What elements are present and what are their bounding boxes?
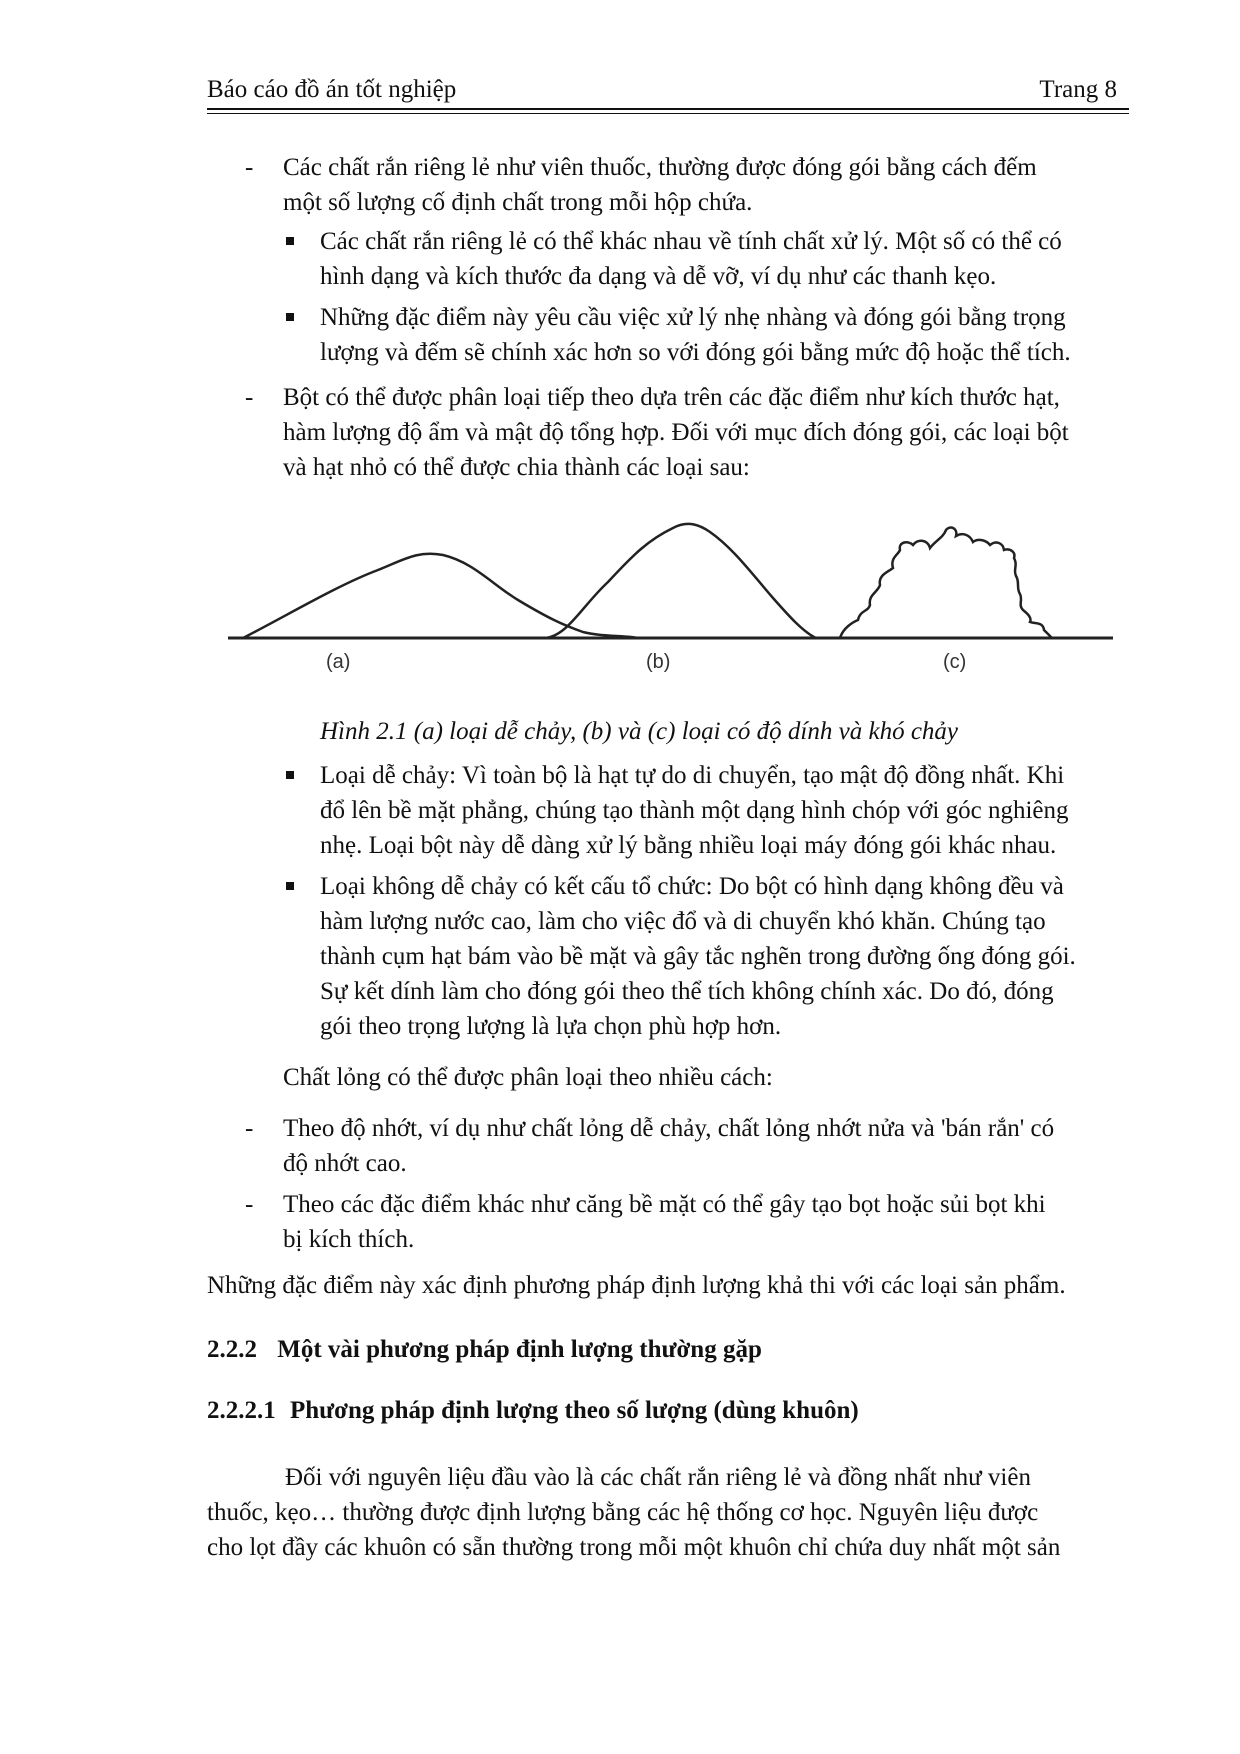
- square-bullet-icon: [286, 237, 294, 245]
- text-line: lượng và đếm sẽ chính xác hơn so với đóng gói bằng mức độ hoặc thể tích.: [320, 339, 1071, 366]
- dash-item-viscosity: [283, 1111, 1128, 1181]
- dash-item-solid-pieces: [283, 150, 1128, 220]
- bullet-non-free-flowing: [320, 869, 1128, 1044]
- text-line: cho lọt đầy các khuôn có sẵn thường trong mỗi một khuôn chỉ chứa duy nhất một sản: [207, 1534, 1061, 1561]
- section-number: 2.2.2: [207, 1336, 257, 1363]
- text-line: một số lượng cố định chất trong mỗi hộp chứa.: [283, 189, 753, 216]
- cohesive-heap-c: [840, 528, 1052, 638]
- liquid-intro: Chất lỏng có thể được phân loại theo nhiều cách:: [283, 1064, 773, 1091]
- cohesive-heap-b: [546, 524, 816, 638]
- text-line: hàm lượng độ ẩm và mật độ tổng hợp. Đối với mục đích đóng gói, các loại bột: [283, 419, 1069, 446]
- header-rule-thick: [207, 108, 1129, 110]
- dash-marker: -: [245, 154, 254, 181]
- text-line: Đối với nguyên liệu đầu vào là các chất rắn riêng lẻ và đồng nhất như viên: [285, 1464, 1031, 1491]
- text-line: và hạt nhỏ có thể được chia thành các loại sau:: [283, 454, 750, 481]
- section-title: Một vài phương pháp định lượng thường gặp: [277, 1336, 762, 1363]
- text-line: hàm lượng nước cao, làm cho việc đổ và di chuyển khó khăn. Chúng tạo: [320, 908, 1046, 935]
- bullet-free-flowing: [320, 758, 1128, 863]
- square-bullet-icon: [286, 882, 294, 890]
- figure-caption: Hình 2.1 (a) loại dễ chảy, (b) và (c) loại có độ dính và khó chảy: [320, 718, 959, 745]
- square-bullet-icon: [286, 313, 294, 321]
- text-line: Các chất rắn riêng lẻ có thể khác nhau về tính chất xử lý. Một số có thể có: [320, 228, 1062, 255]
- text-line: đổ lên bề mặt phẳng, chúng tạo thành một dạng hình chóp với góc nghiêng: [320, 797, 1069, 824]
- text-line: Theo các đặc điểm khác như căng bề mặt có thể gây tạo bọt hoặc sủi bọt khi: [283, 1191, 1046, 1218]
- dash-marker: -: [245, 384, 254, 411]
- bullet-handling-properties: [320, 224, 1128, 294]
- summary-paragraph: Những đặc điểm này xác định phương pháp định lượng khả thi với các loại sản phẩm.: [207, 1272, 1066, 1299]
- free-flowing-heap-a: [243, 554, 638, 638]
- dash-marker: -: [245, 1115, 254, 1142]
- text-line: Theo độ nhớt, ví dụ như chất lỏng dễ chảy, chất lỏng nhớt nửa và 'bán rắn' có: [283, 1115, 1055, 1142]
- text-line: hình dạng và kích thước đa dạng và dễ vỡ, ví dụ như các thanh kẹo.: [320, 263, 997, 290]
- text-line: Những đặc điểm này yêu cầu việc xử lý nhẹ nhàng và đóng gói bằng trọng: [320, 304, 1066, 331]
- section-number: 2.2.2.1: [207, 1397, 276, 1424]
- page-number: Trang 8: [1039, 76, 1117, 103]
- body-paragraph-counting-method: [207, 1460, 1129, 1565]
- square-bullet-icon: [286, 771, 294, 779]
- text-line: bị kích thích.: [283, 1226, 415, 1253]
- figure-label-c: (c): [943, 651, 967, 673]
- text-line: Loại không dễ chảy có kết cấu tổ chức: Do bột có hình dạng không đều và: [320, 873, 1064, 900]
- report-title: Báo cáo đồ án tốt nghiệp: [207, 76, 457, 103]
- figure-label-a: (a): [326, 651, 351, 673]
- text-line: Các chất rắn riêng lẻ như viên thuốc, thường được đóng gói bằng cách đếm: [283, 154, 1037, 181]
- dash-item-powder-classification: [283, 380, 1128, 485]
- powder-flow-figure: [228, 510, 1113, 685]
- text-line: Loại dễ chảy: Vì toàn bộ là hạt tự do di chuyển, tạo mật độ đồng nhất. Khi: [320, 762, 1065, 789]
- text-line: Bột có thể được phân loại tiếp theo dựa trên các đặc điểm như kích thước hạt,: [283, 384, 1060, 411]
- header-rule-thin: [207, 113, 1129, 114]
- dash-marker: -: [245, 1191, 254, 1218]
- figure-label-b: (b): [646, 651, 671, 673]
- text-line: Sự kết dính làm cho đóng gói theo thể tích không chính xác. Do đó, đóng: [320, 978, 1054, 1005]
- text-line: nhẹ. Loại bột này dễ dàng xử lý bằng nhiều loại máy đóng gói khác nhau.: [320, 832, 1057, 859]
- text-line: thuốc, kẹo… thường được định lượng bằng các hệ thống cơ học. Nguyên liệu được: [207, 1499, 1039, 1526]
- text-line: độ nhớt cao.: [283, 1150, 407, 1177]
- dash-item-surface-tension: [283, 1187, 1128, 1257]
- bullet-gentle-handling: [320, 300, 1128, 370]
- section-heading-2-2-2: [207, 1336, 762, 1364]
- section-heading-2-2-2-1: [207, 1397, 859, 1425]
- text-line: gói theo trọng lượng là lựa chọn phù hợp hơn.: [320, 1013, 782, 1040]
- text-line: thành cụm hạt bám vào bề mặt và gây tắc nghẽn trong đường ống đóng gói.: [320, 943, 1076, 970]
- page-header: [207, 72, 1127, 110]
- section-title: Phương pháp định lượng theo số lượng (dùng khuôn): [290, 1397, 859, 1424]
